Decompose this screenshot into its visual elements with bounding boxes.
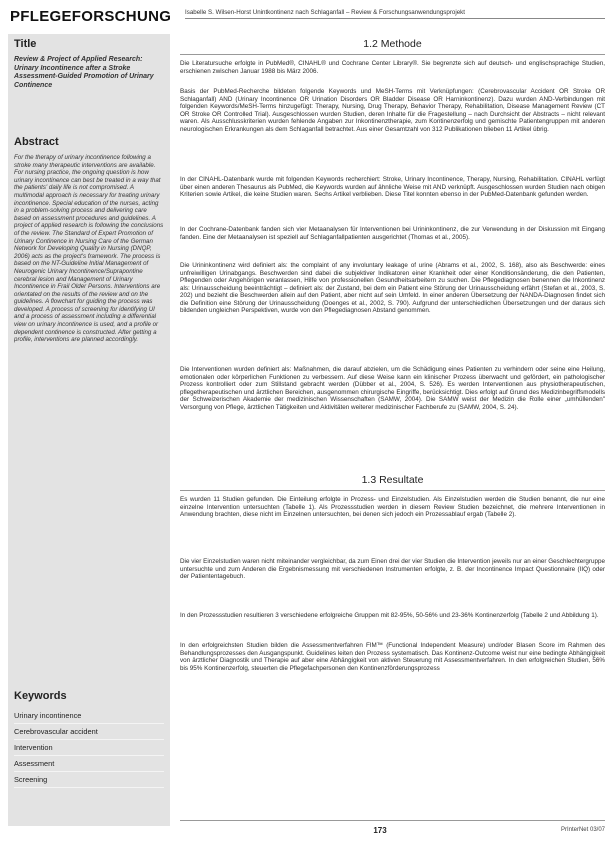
paragraph: Die vier Einzelstudien waren nicht miteinander vergleichbar, da zum Einen drei der vier Studien die Intervention jeweils nur an einer Geschlechtergruppe untersuchte und zum Anderen die Ergebnismessung mit verschiedenen Instrumenten erfolgte, z. B. der Incontinence Impact Questionnaire (IIQ) oder der Patiententagebuch. [180, 558, 605, 581]
paragraph: In der CINAHL-Datenbank wurde mit folgenden Keywords recherchiert: Stroke, Urinary Incontinence, Therapy, Nursing, Rehabilitation. CINAHL verfügt über einen anderen Thesaurus als PubMed, die Keywords wurden auf ähnliche Weise mit AND verknüpft. Ausgeschlossen wurden Studien nach obigen Kriterien sowie Artikel, die keine Studien waren. Sechs Artikel verblieben. Diese Titel konnten ebenso in der PubMed-Datenbank gefunden werden. [180, 176, 605, 199]
paragraph: Basis der PubMed-Recherche bildeten folgende Keywords und MeSH-Terms mit Verknüpfungen: (Cerebrovascular Accident OR Stroke OR Schlaganfall) AND (Urinary Incontinence OR Urination Disorders OR Bladder Disease OR Harninkontinenz). Dazu wurden AND-Verbindungen mit folgenden Keywords/MeSH-Terms hinzugefügt: Therapy, Nursing, Drug Therapy, Behavior Therapy, Rehabilitation, Disease Management Review (CT OR Stroke OR Controlled Trial). Ausgeschlossen wurden Studien, deren Inhalte für die Fragestellung – nach Durchsicht der Abstracts – nicht relevant waren. Als Ausschlusskriterien wurden fehlende Angaben zur Inkontinenztherapie, zum Kontinenzerfolg und gemischte Patientengruppen mit anderen neurologischen Erkrankungen als dem Schlaganfall betrachtet. Aus einer Gesamtzahl von 312 Publikationen blieben 11 Artikel übrig. [180, 88, 605, 133]
paragraph: In den Prozessstudien resultieren 3 verschiedene erfolgreiche Gruppen mit 82-95%, 50-56% und 23-36% Kontinenzerfolg (Tabelle 2 und Abbildung 1). [180, 612, 599, 619]
paragraph: Es wurden 11 Studien gefunden. Die Einteilung erfolgte in Prozess- und Einzelstudien. Als Einzelstudien werden die Studien benannt, die nur eine einzelne Intervention untersuchten (Tabelle 1). Als Prozessstudien werden in diesem Review Studien bezeichnet, die mehrere Interventionen in Anwendung brachten, diese nicht im Einzelnen untersuchten, bei denen sich jedoch ein Prozessablauf ergab (Tabelle 2). [180, 496, 605, 519]
section-divider [180, 54, 605, 55]
sidebar-panel [8, 34, 170, 826]
header-divider [185, 18, 605, 19]
page-number: 173 [373, 826, 387, 835]
keywords-heading: Keywords [14, 690, 67, 702]
journal-issue: PrInterNet 03/07 [560, 827, 605, 833]
keywords-list [14, 708, 164, 788]
section-divider [180, 490, 605, 491]
keyword-item: Screening [14, 772, 164, 788]
running-head: Isabelle S. Wilsen-Horst Unintkontinenz nach Schlaganfall – Review & Forschungsanwendungsprojekt [185, 9, 465, 16]
abstract-text: For the therapy of urinary incontinence following a stroke many therapeutic interventions are available. For nursing practice, the ongoing question is how urinary incontinence can best be treated in a way that the patients' daily life is not compromised. A multimodal approach is necessary for treating urinary incontinence. Special education of the nurses, acting in a problem-solving process and delivering care based on assessment procedures and guidelines. A project of applied research is following the conclusions of the review. The Standard of Expert Promotion of Urinary Continence in Nursing Care of the German Network for Developing Quality in Nursing (DNQP, 2006) acts as the project's framework. The process is based on the NT-Guideline Initial Management of Neurogenic Urinary Incontinence/Suprapontine cerebral lesion and Management of Urinary Incontinence in Frail Older Persons. Interventions are orientated on the results of the review and on the guidelines. A flowchart for guiding the process was developed. A process of screening for identifying UI and a process of assessment including a differential view on urinary incontinence is used, and a profile or dependent continence is constructed. After getting a profile, interventions are planned accordingly. [14, 154, 164, 344]
keyword-item: Assessment [14, 756, 164, 772]
paragraph: Die Literatursuche erfolgte in PubMed®, CINAHL® und Cochrane Center Library®. Sie begrenzte sich auf deutsch- und englischsprachige Studien, erschienen zwischen Januar 1988 bis März 2006. [180, 60, 605, 75]
keyword-item: Urinary incontinence [14, 708, 164, 724]
journal-name: PFLEGEFORSCHUNG [10, 8, 172, 25]
english-title: Review & Project of Applied Research: Urinary Incontinence after a Stroke Assessment-Guided Promotion of Urinary Continence [14, 56, 154, 90]
keyword-item: Intervention [14, 740, 164, 756]
paragraph: In der Cochrane-Datenbank fanden sich vier Metaanalysen für Interventionen bei Urininkontinenz, die zur Verwendung in der Diskussion mit Eingang fanden. Eine der Metaanalysen ist speziell auf Schlaganfallpatienten ausgerichtet (Thomas et al., 2005). [180, 226, 605, 241]
title-heading: Title [14, 38, 37, 50]
section-heading-resultate: 1.3 Resultate [361, 474, 424, 486]
journal-logo [10, 8, 178, 25]
abstract-heading: Abstract [14, 136, 59, 148]
paragraph: Die Interventionen wurden definiert als: Maßnahmen, die darauf abzielen, um die Schädigung eines Patienten zu verhindern oder seine eine Heilung, emotionalen oder körperlichen Funktionen zu verbessern. Auf diese Weise kann ein klinischer Prozess überwacht und gefördert, ein pathologischer Prozess kontrolliert oder zum Stillstand gebracht werden (Dübber et al., 2004, S. 526). Es werden Interventionen aus physiotherapeutischen, pflegetherapeutischen und ärztlichen Bereichen, ausgenommen chirurgische Eingriffe, berücksichtigt. Dies erfolgt auf Grund des Medizinbegriffsmodells der Schweizerischen Akademie der medizinischen Wissenschaften (SAMW, 2004). Die SAMW weist der Medizin die Rolle einer „umhüllenden" Versorgung von Pflege, ärztlichen Tätigkeiten und Aktivitäten weiterer medizinischer Fachberufe zu (SAMW, 2004, S. 24). [180, 366, 605, 411]
section-heading-methode: 1.2 Methode [363, 38, 422, 50]
keyword-item: Cerebrovascular accident [14, 724, 164, 740]
paragraph: Die Urininkontinenz wird definiert als: the complaint of any involuntary leakage of urine (Abrams et al., 2002, S. 168), also als Beschwerde: eines unfreiwilligen Urinabgangs. Beschwerden sind dabei die subjektiver Indikatoren einer Krankheit oder einer Konditionsänderung, die den Patienten, Pflegenden oder Angehörigen veranlassen, Hilfe von professionellen Gesundheitsarbeitern zu suchen. Die Pflegediagnosen benennen die Inkontinenz als: Urinausscheidung beeinträchtigt – definiert als: der Zustand, bei dem ein Patient eine Störung der Urinausscheidung erfährt (Stefan et al., 2003, S. 202) und bezieht die Beschwerden allein auf den Patient, aber nicht auf sein Umfeld. In einer anderen Übersetzung der NANDA-Diagnosen findet sich die Definition eine Störung der Urinausscheidung (Doenges et al., 2002, S. 790). Aufgrund der unterschiedlichen Übersetzungen und der daraus sich bildenden ungleichen Perspektiven, wurde von den Pflegediagnosen Abstand genommen. [180, 262, 605, 315]
footer-divider [180, 820, 605, 821]
paragraph: In den erfolgreichsten Studien bilden die Assessmentverfahren FIM™ (Functional Independent Measure) und/oder Blasen Score im Rahmen des Behandlungsprozesses den Ausgangspunkt. Guidelines leiten den Prozess systematisch. Das Kontinenz-Outcome weist nur eine bedingte Abhängigkeit von ärztlicher Diagnostik und Therapie auf aber eine Abhängigkeit von aktiven Steuerung mit Assessmentverfahren. In den erfolgreichen Studien, 56% bis 95% Kontinenzerfolg, steuerten die Pflegefachpersonen den Kontinenzförderungsprozess [180, 642, 605, 672]
